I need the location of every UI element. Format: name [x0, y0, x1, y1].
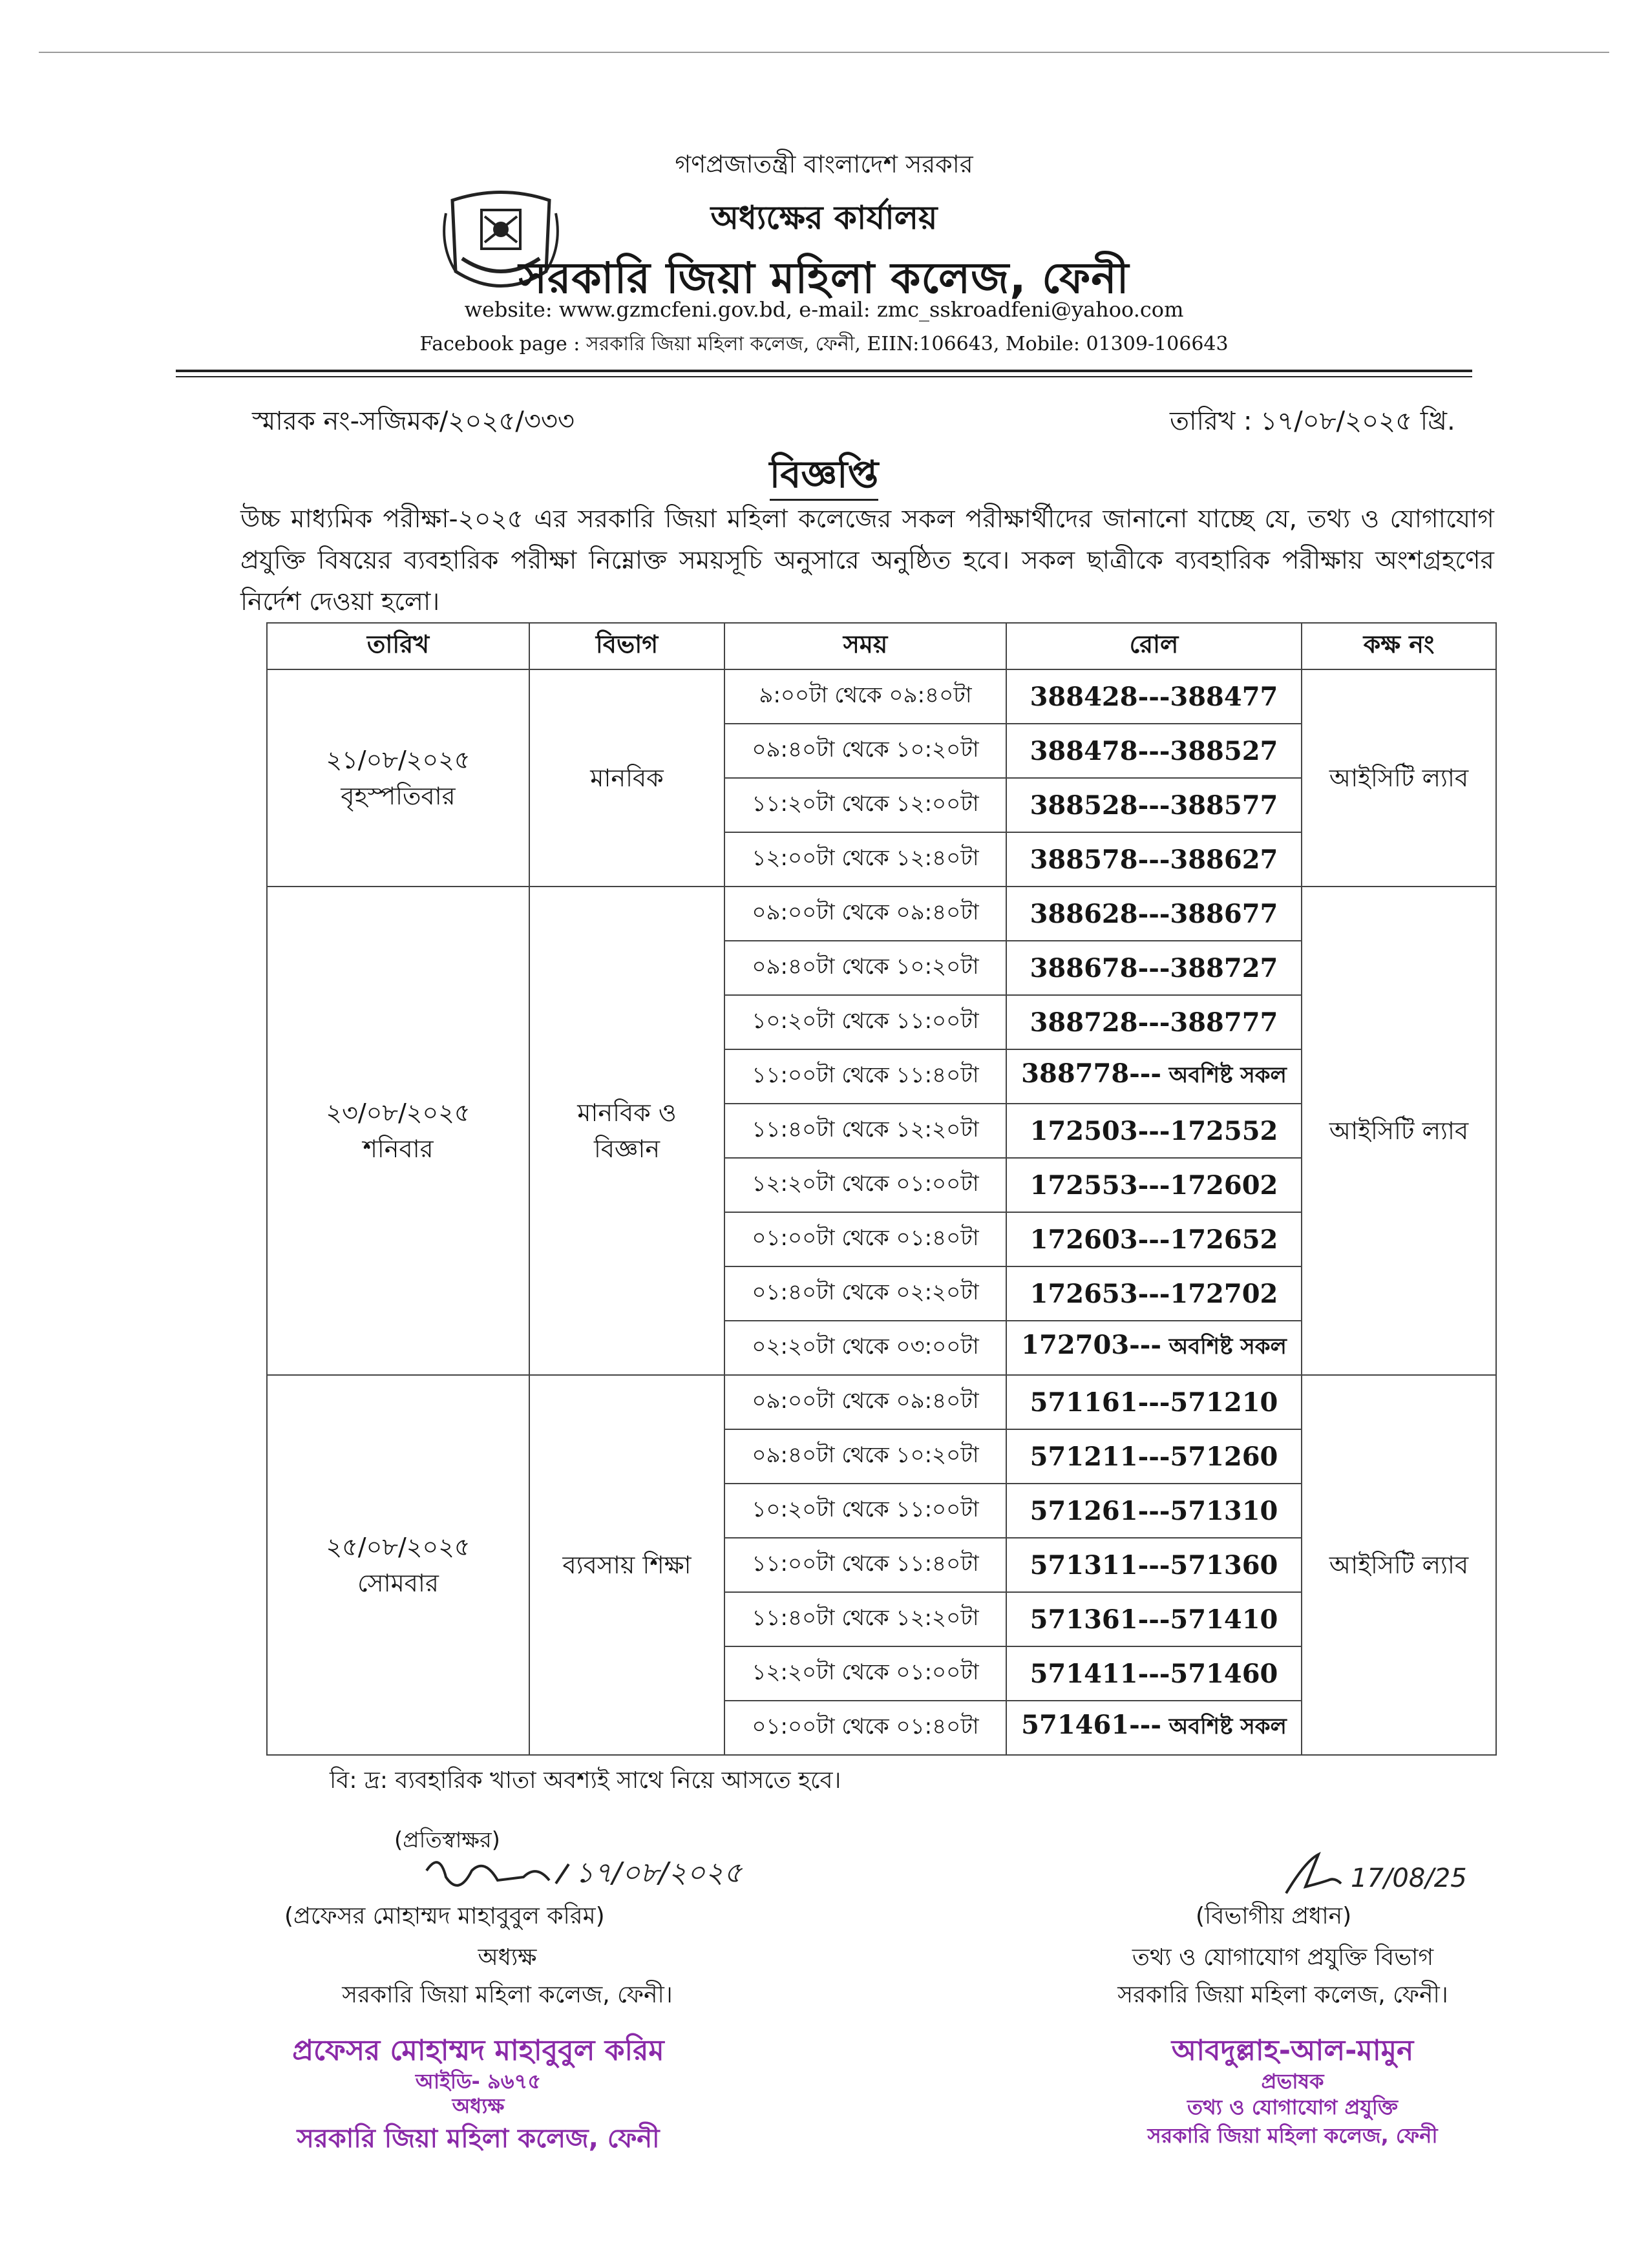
time-slot: ১১:২০টা থেকে ১২:০০টা — [724, 778, 1006, 832]
exam-schedule-table — [266, 622, 1497, 1756]
roll-range — [1006, 1538, 1302, 1592]
roll-range-text: 388628---388677 — [1030, 898, 1278, 929]
head-college: সরকারি জিয়া মহিলা কলেজ, ফেনী। — [1117, 1982, 1448, 2008]
roll-range — [1006, 1484, 1302, 1538]
time-slot: ১২:২০টা থেকে ০১:০০টা — [724, 1646, 1006, 1701]
time-slot: ১২:২০টা থেকে ০১:০০টা — [724, 1158, 1006, 1212]
department-name: মানবিক ও — [577, 1098, 677, 1127]
exam-day: বৃহস্পতিবার — [341, 782, 456, 810]
room-cell: আইসিটি ল্যাব — [1302, 887, 1496, 1375]
department-name: ব্যবসায় শিক্ষা — [562, 1551, 692, 1579]
roll-range — [1006, 995, 1302, 1049]
roll-range-text: 571261---571310 — [1030, 1495, 1278, 1526]
countersign-label: (প্রতিস্বাক্ষর) — [394, 1827, 500, 1853]
head-signature — [1280, 1848, 1486, 1906]
roll-range-text: 571211---571260 — [1030, 1441, 1278, 1472]
roll-range-text: 172603---172652 — [1030, 1224, 1278, 1255]
time-slot: ০৯:০০টা থেকে ০৯:৪০টা — [724, 1375, 1006, 1429]
roll-range — [1006, 1158, 1302, 1212]
exam-date-cell — [267, 1375, 529, 1755]
scan-edge-line — [39, 52, 1609, 53]
header-roll: রোল — [1006, 623, 1302, 669]
roll-range — [1006, 1701, 1302, 1755]
website-email-line: website: www.gzmcfeni.gov.bd, e-mail: zmc_sskroadfeni@yahoo.com — [464, 297, 1184, 322]
principal-designation: অধ্যক্ষ — [478, 1944, 537, 1971]
table-header-row — [267, 623, 1496, 669]
time-slot: ১১:০০টা থেকে ১১:৪০টা — [724, 1049, 1006, 1104]
header-rule — [176, 370, 1472, 372]
exam-day: সোমবার — [357, 1569, 439, 1597]
exam-date: ২৫/০৮/২০২৫ — [326, 1533, 470, 1561]
head-designation: (বিভাগীয় প্রধান) — [1196, 1903, 1352, 1929]
roll-range-text: 172653---172702 — [1030, 1278, 1278, 1309]
time-slot: ১১:৪০টা থেকে ১২:২০টা — [724, 1592, 1006, 1646]
time-slot: ১০:২০টা থেকে ১১:০০টা — [724, 1484, 1006, 1538]
head-department: তথ্য ও যোগাযোগ প্রযুক্তি বিভাগ — [1132, 1944, 1434, 1971]
roll-range — [1006, 1646, 1302, 1701]
roll-range-text: 571411---571460 — [1030, 1658, 1278, 1689]
exam-day: শনিবার — [363, 1135, 434, 1163]
roll-range — [1006, 1321, 1302, 1375]
roll-range — [1006, 1375, 1302, 1429]
roll-range-text: 388428---388477 — [1030, 681, 1278, 712]
principal-signature-date: ১৭/০৮/২০২৫ — [575, 1856, 743, 1889]
notice-date: তারিখ : ১৭/০৮/২০২৫ খ্রি. — [1170, 406, 1455, 436]
roll-range — [1006, 1049, 1302, 1104]
roll-range-text: 571311---571360 — [1030, 1549, 1278, 1580]
roll-range-text: 388478---388527 — [1030, 735, 1278, 766]
principal-college: সরকারি জিয়া মহিলা কলেজ, ফেনী। — [342, 1982, 673, 2008]
department-name-line2: বিজ্ঞান — [593, 1135, 660, 1163]
roll-range-text: 172553---172602 — [1030, 1170, 1278, 1201]
time-slot: ০২:২০টা থেকে ০৩:০০টা — [724, 1321, 1006, 1375]
roll-range-text: 388578---388627 — [1030, 844, 1278, 875]
header-department: বিভাগ — [529, 623, 724, 669]
roll-range — [1006, 1212, 1302, 1266]
roll-range-text: 388528---388577 — [1030, 790, 1278, 821]
government-name: গণপ্রজাতন্ত্রী বাংলাদেশ সরকার — [675, 150, 973, 178]
roll-range — [1006, 1104, 1302, 1158]
roll-range — [1006, 941, 1302, 995]
header-rule-thin — [176, 376, 1472, 377]
time-slot: ১০:২০টা থেকে ১১:০০টা — [724, 995, 1006, 1049]
exam-date-cell — [267, 669, 529, 887]
roll-range — [1006, 887, 1302, 941]
office-name: অধ্যক্ষের কার্যালয় — [710, 199, 938, 236]
roll-range — [1006, 832, 1302, 887]
department-cell — [529, 887, 724, 1375]
notice-body: উচ্চ মাধ্যমিক পরীক্ষা-২০২৫ এর সরকারি জিয়া মহিলা কলেজের সকল পরীক্ষার্থীদের জানানো যাচ্ছে যে, তথ্য ও যোগাযোগ প্রযুক্তি বিষয়ের ব্যবহারিক পরীক্ষা নিম্নোক্ত সময়সূচি অনুসারে অনুষ্ঠিত হবে। সকল ছাত্রীকে ব্যবহারিক পরীক্ষায় অংশগ্রহণের নির্দেশ দেওয়া হলো। — [240, 505, 1494, 616]
roll-range-text: 571361---571410 — [1030, 1604, 1278, 1635]
header-date: তারিখ — [267, 623, 529, 669]
header-time: সময় — [724, 623, 1006, 669]
facebook-eiin-line: Facebook page : সরকারি জিয়া মহিলা কলেজ, ফেনী, EIIN:106643, Mobile: 01309-106643 — [419, 333, 1229, 355]
department-name: মানবিক — [590, 764, 664, 792]
time-slot: ৯:০০টা থেকে ০৯:৪০টা — [724, 669, 1006, 724]
roll-range-text: 388678---388727 — [1030, 952, 1278, 983]
roll-range-text: 571461--- — [1021, 1709, 1161, 1740]
time-slot: ১২:০০টা থেকে ১২:৪০টা — [724, 832, 1006, 887]
memo-number: স্মারক নং-সজিমক/২০২৫/৩৩৩ — [252, 406, 575, 436]
principal-name: (প্রফেসর মোহাম্মদ মাহাবুবুল করিম) — [284, 1903, 605, 1929]
head-signature-date: 17/08/25 — [1351, 1864, 1467, 1893]
principal-stamp-id: আইডি- ৯৬৭৫ — [415, 2069, 542, 2094]
time-slot: ০৯:০০টা থেকে ০৯:৪০টা — [724, 887, 1006, 941]
head-stamp-name: আবদুল্লাহ-আল-মামুন — [1171, 2034, 1414, 2067]
head-stamp-college: সরকারি জিয়া মহিলা কলেজ, ফেনী — [1147, 2123, 1438, 2148]
principal-signature — [420, 1845, 782, 1903]
roll-range — [1006, 724, 1302, 778]
exam-date: ২১/০৮/২০২৫ — [326, 746, 470, 774]
notice-title-text: বিজ্ঞপ্তি — [770, 452, 879, 501]
table-row — [267, 669, 1496, 724]
roll-remaining-text: অবশিষ্ট সকল — [1161, 1062, 1287, 1088]
principal-stamp-name: প্রফেসর মোহাম্মদ মাহাবুবুল করিম — [292, 2034, 664, 2067]
roll-remaining-text: অবশিষ্ট সকল — [1161, 1713, 1287, 1739]
table-body — [267, 669, 1496, 1755]
room-cell: আইসিটি ল্যাব — [1302, 669, 1496, 887]
roll-range — [1006, 1592, 1302, 1646]
roll-range — [1006, 669, 1302, 724]
roll-range-text: 172503---172552 — [1030, 1115, 1278, 1146]
head-stamp-designation: প্রভাষক — [1261, 2069, 1324, 2094]
department-cell — [529, 669, 724, 887]
table-row — [267, 1375, 1496, 1429]
time-slot: ০১:০০টা থেকে ০১:৪০টা — [724, 1212, 1006, 1266]
table-row — [267, 887, 1496, 941]
roll-range — [1006, 1266, 1302, 1321]
roll-range-text: 388728---388777 — [1030, 1007, 1278, 1038]
principal-stamp-college: সরকারি জিয়া মহিলা কলেজ, ফেনী — [297, 2124, 660, 2154]
exam-date: ২৩/০৮/২০২৫ — [326, 1098, 470, 1127]
college-name: সরকারি জিয়া মহিলা কলেজ, ফেনী — [518, 253, 1130, 303]
roll-range-text: 388778--- — [1021, 1058, 1161, 1089]
time-slot: ০৯:৪০টা থেকে ১০:২০টা — [724, 941, 1006, 995]
roll-remaining-text: অবশিষ্ট সকল — [1161, 1333, 1287, 1360]
roll-range — [1006, 1429, 1302, 1484]
room-cell: আইসিটি ল্যাব — [1302, 1375, 1496, 1755]
time-slot: ০৯:৪০টা থেকে ১০:২০টা — [724, 724, 1006, 778]
principal-stamp-designation: অধ্যক্ষ — [452, 2094, 505, 2118]
head-stamp-department: তথ্য ও যোগাযোগ প্রযুক্তি — [1187, 2095, 1399, 2119]
footnote: বি: দ্র: ব্যবহারিক খাতা অবশ্যই সাথে নিয়ে আসতে হবে। — [330, 1767, 841, 1794]
roll-range-text: 172703--- — [1021, 1329, 1161, 1360]
roll-range — [1006, 778, 1302, 832]
time-slot: ১১:০০টা থেকে ১১:৪০টা — [724, 1538, 1006, 1592]
time-slot: ০১:৪০টা থেকে ০২:২০টা — [724, 1266, 1006, 1321]
time-slot: ১১:৪০টা থেকে ১২:২০টা — [724, 1104, 1006, 1158]
time-slot: ০১:০০টা থেকে ০১:৪০টা — [724, 1701, 1006, 1755]
header-room: কক্ষ নং — [1302, 623, 1496, 669]
department-cell — [529, 1375, 724, 1755]
exam-date-cell — [267, 887, 529, 1375]
roll-range-text: 571161---571210 — [1030, 1387, 1278, 1418]
time-slot: ০৯:৪০টা থেকে ১০:২০টা — [724, 1429, 1006, 1484]
